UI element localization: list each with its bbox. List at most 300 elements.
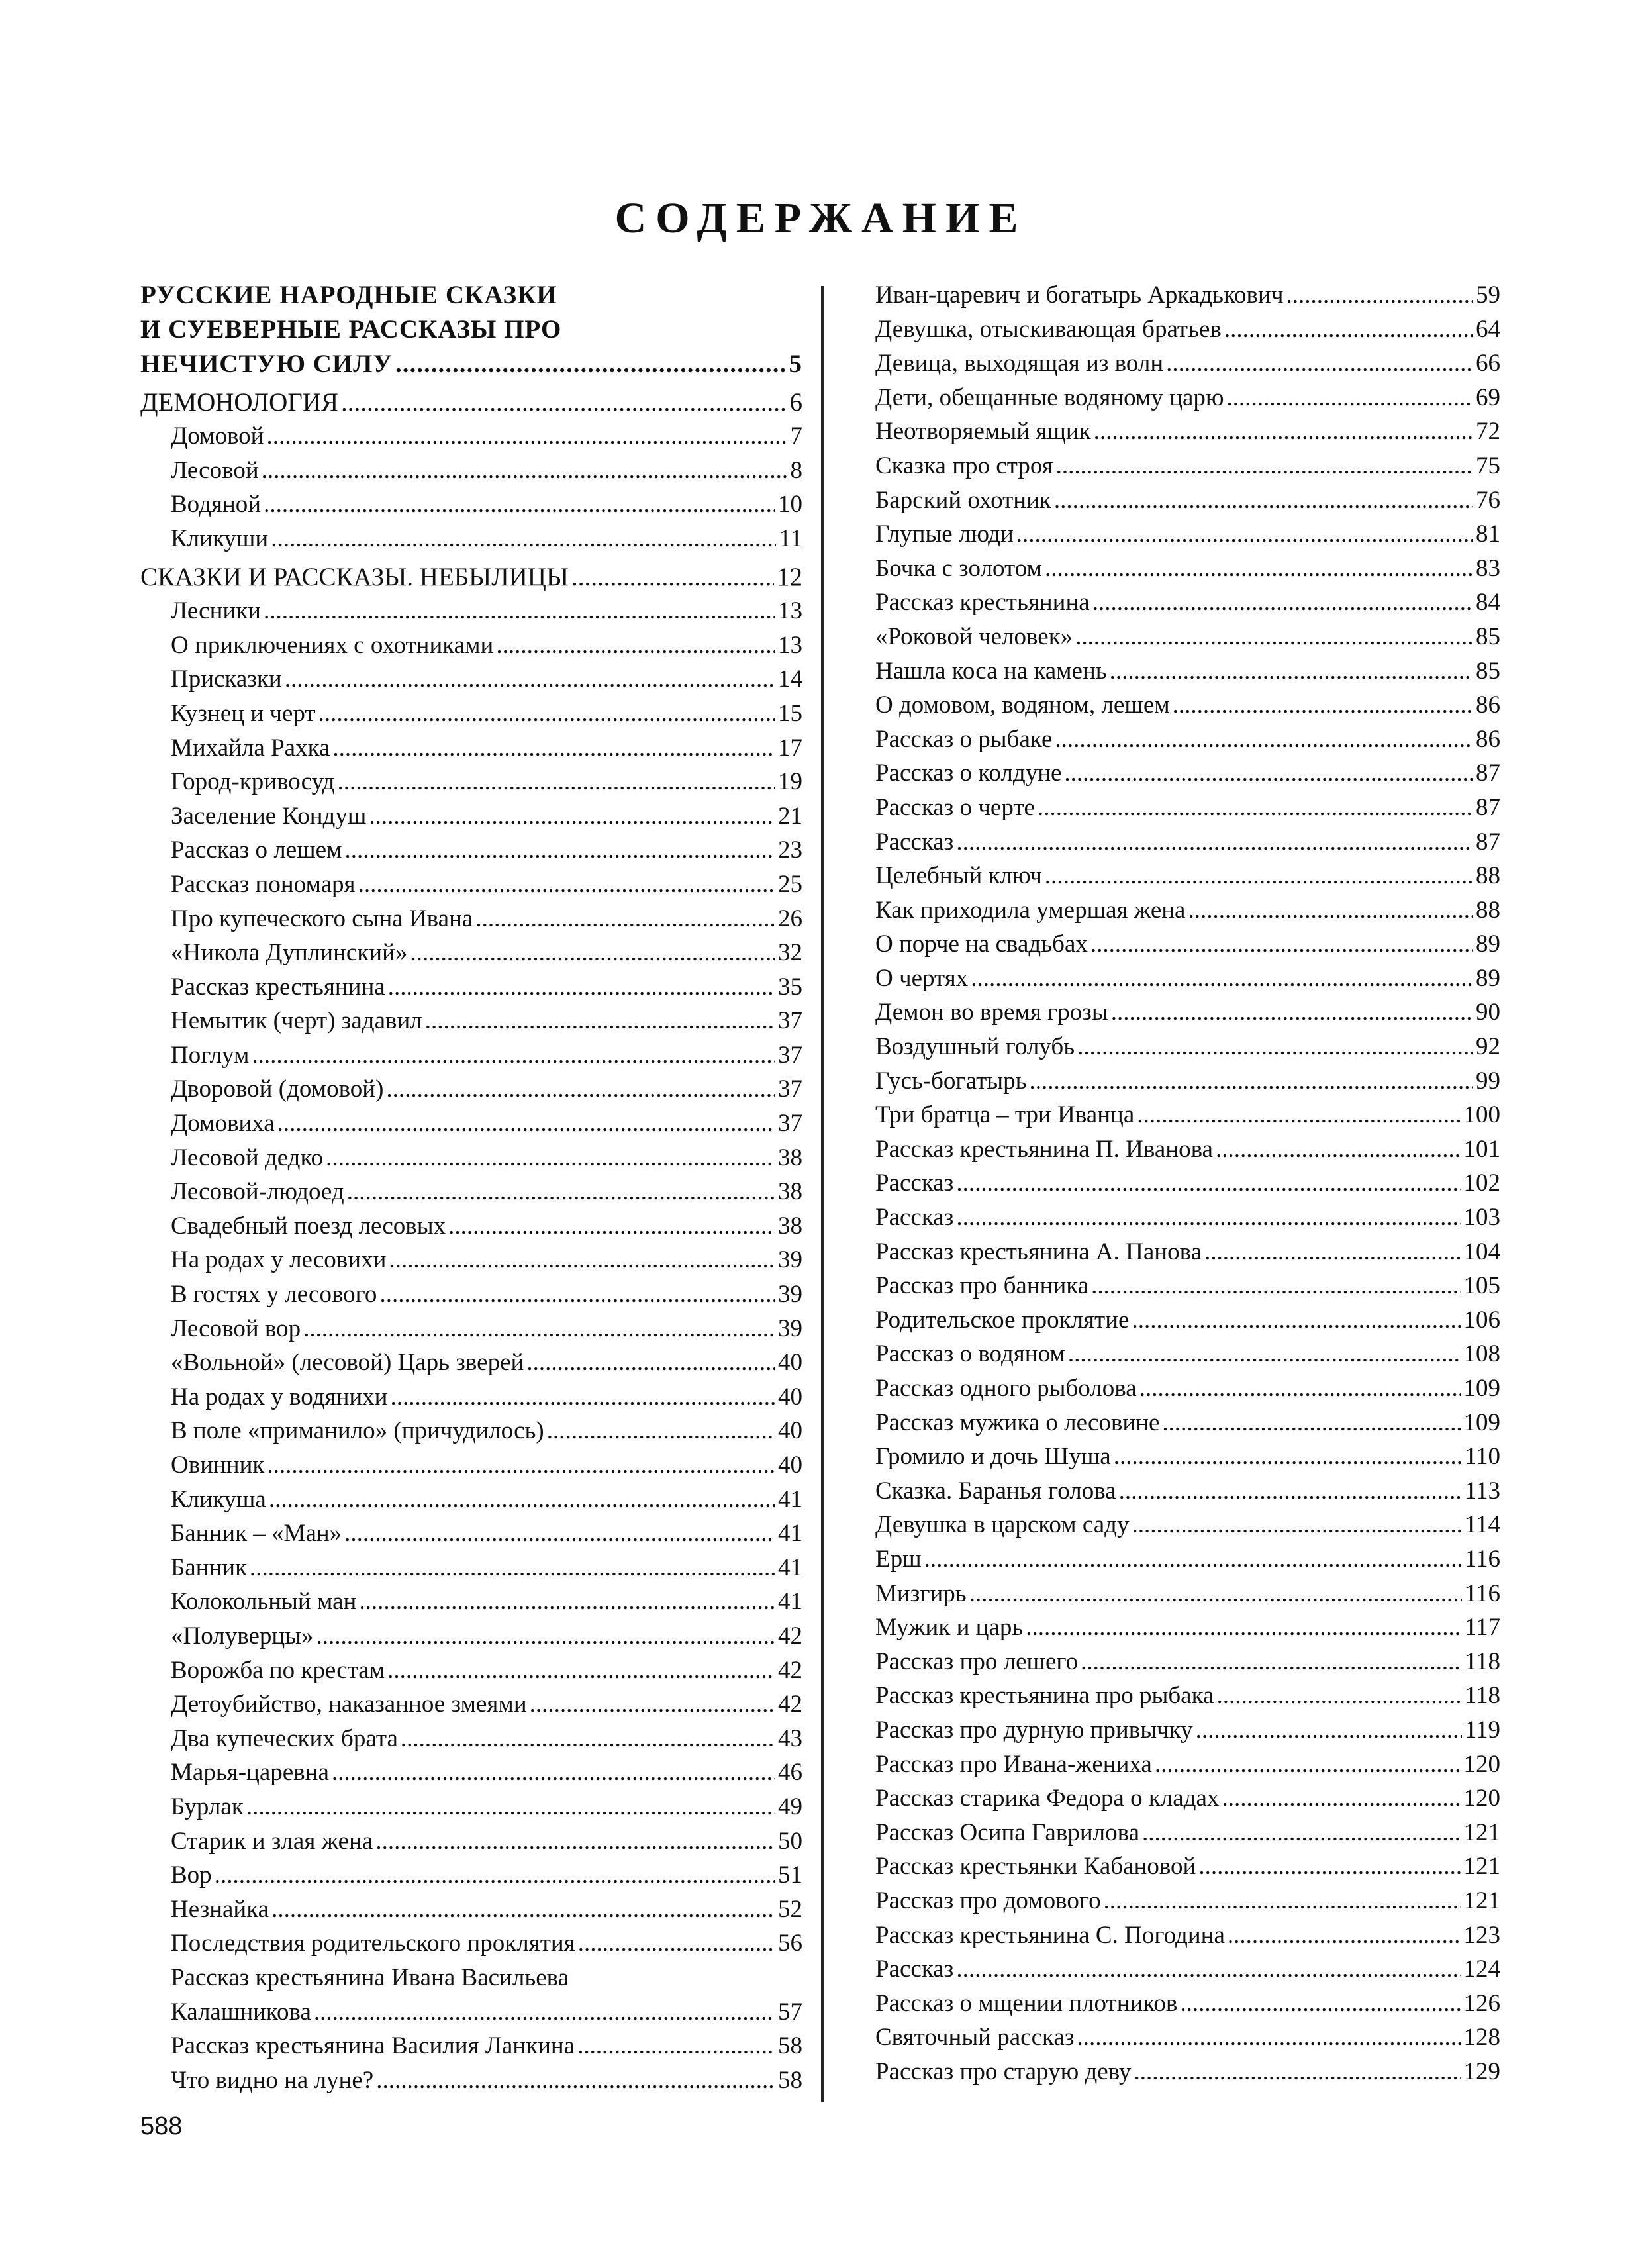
toc-entry[interactable] xyxy=(140,1619,802,1653)
toc-entry[interactable] xyxy=(140,1312,802,1346)
entry-title: Домовиха xyxy=(171,1110,275,1138)
toc-entry[interactable] xyxy=(140,1038,802,1073)
entry-title: «Никола Дуплинский» xyxy=(171,939,408,967)
dot-leader xyxy=(1016,517,1473,552)
toc-entry[interactable] xyxy=(875,1508,1500,1542)
entry-page: 103 xyxy=(1463,1204,1500,1232)
dot-leader xyxy=(1038,791,1473,825)
entry-page: 104 xyxy=(1463,1238,1500,1265)
dot-leader xyxy=(1222,1781,1461,1816)
toc-entry-section[interactable] xyxy=(140,347,802,381)
toc-list xyxy=(140,2029,802,2097)
dot-leader xyxy=(1224,313,1473,347)
toc-entry-part[interactable] xyxy=(140,560,802,595)
entry-page: 109 xyxy=(1463,1375,1500,1402)
toc-entry[interactable] xyxy=(140,1790,802,1824)
entry-title: Рассказ о колдуне xyxy=(875,760,1062,787)
dot-leader xyxy=(332,731,775,765)
entry-page: 23 xyxy=(778,836,802,864)
entry-title: Колокольный ман xyxy=(171,1588,357,1616)
entry-page: 37 xyxy=(778,1075,802,1103)
entry-title: Демон во время грозы xyxy=(875,999,1108,1026)
toc-entry[interactable] xyxy=(140,1722,802,1756)
toc-entry[interactable] xyxy=(875,620,1500,654)
toc-entry[interactable] xyxy=(140,867,802,902)
entry-page: 66 xyxy=(1476,350,1500,377)
entry-title: Дети, обещанные водяному царю xyxy=(875,383,1224,411)
entry-page: 84 xyxy=(1476,589,1500,616)
toc-entry[interactable] xyxy=(875,1132,1500,1167)
entry-title: Сказка. Баранья голова xyxy=(875,1477,1116,1504)
entry-title: Кликуши xyxy=(171,524,269,552)
dot-leader xyxy=(344,1516,775,1551)
entry-page: 64 xyxy=(1476,315,1500,343)
entry-title: Рассказ xyxy=(875,1169,954,1197)
dot-leader xyxy=(969,1577,1462,1611)
dot-leader xyxy=(358,867,775,902)
dot-leader xyxy=(1045,859,1473,893)
entry-page: 40 xyxy=(778,1349,802,1377)
toc-entry[interactable] xyxy=(140,419,802,454)
dot-leader xyxy=(1198,1849,1461,1884)
toc-entry[interactable] xyxy=(875,825,1500,860)
toc-entry[interactable] xyxy=(140,1551,802,1585)
toc-entry[interactable] xyxy=(875,1849,1500,1884)
dot-leader xyxy=(1216,1679,1461,1713)
entry-title: Рассказ крестьянина xyxy=(171,973,385,1001)
entry-page: 8 xyxy=(790,456,802,484)
dot-leader xyxy=(971,961,1473,996)
dot-leader xyxy=(341,385,787,420)
entry-page: 88 xyxy=(1476,862,1500,890)
toc-entry[interactable] xyxy=(875,381,1500,415)
toc-entry[interactable] xyxy=(875,654,1500,689)
dot-leader xyxy=(1162,1406,1461,1440)
toc-entry[interactable] xyxy=(140,1893,802,1927)
dot-leader xyxy=(1029,1064,1473,1099)
toc-entry[interactable] xyxy=(140,594,802,628)
toc-entry[interactable] xyxy=(140,662,802,697)
toc-entry[interactable] xyxy=(140,454,802,488)
dot-leader xyxy=(388,970,775,1005)
toc-entry[interactable] xyxy=(875,893,1500,928)
entry-title: Лесники xyxy=(171,597,261,625)
toc-entry[interactable] xyxy=(140,731,802,765)
entry-page: 12 xyxy=(777,562,802,591)
dot-leader xyxy=(547,1414,775,1448)
dot-leader xyxy=(285,662,775,697)
toc-entry[interactable] xyxy=(140,487,802,522)
entry-title: СКАЗКИ И РАССКАЗЫ. НЕБЫЛИЦЫ xyxy=(140,562,569,591)
toc-entry[interactable] xyxy=(140,799,802,834)
toc-entry[interactable] xyxy=(140,1141,802,1175)
entry-title: Рассказ крестьянки Кабановой xyxy=(875,1853,1196,1881)
toc-entry[interactable] xyxy=(875,1269,1500,1303)
entry-page: 41 xyxy=(778,1520,802,1548)
entry-title: Заселение Кондуш xyxy=(171,802,367,830)
dot-leader xyxy=(386,1072,775,1107)
entry-page: 25 xyxy=(778,870,802,898)
entry-title: Ерш xyxy=(875,1545,922,1573)
toc-entry[interactable] xyxy=(140,1824,802,1859)
toc-entry[interactable] xyxy=(140,902,802,936)
dot-leader xyxy=(1110,654,1473,689)
entry-page: 6 xyxy=(789,387,802,417)
dot-leader xyxy=(379,1277,775,1312)
entry-title: «Полуверцы» xyxy=(171,1622,314,1650)
toc-entry[interactable] xyxy=(875,449,1500,483)
toc-entry[interactable] xyxy=(875,585,1500,620)
dot-leader xyxy=(1111,995,1473,1030)
dot-leader xyxy=(215,1858,775,1893)
toc-entry[interactable] xyxy=(140,970,802,1005)
entry-title: Неотворяемый ящик xyxy=(875,418,1091,446)
toc-entry[interactable] xyxy=(875,1098,1500,1132)
toc-entry[interactable] xyxy=(875,552,1500,586)
toc-entry[interactable] xyxy=(140,1653,802,1688)
entry-title: Рассказ мужика о лесовине xyxy=(875,1408,1160,1436)
entry-title: Бочка с золотом xyxy=(875,554,1042,582)
toc-entry[interactable] xyxy=(140,1755,802,1790)
entry-page: 86 xyxy=(1476,691,1500,719)
entry-page: 87 xyxy=(1476,828,1500,856)
toc-entry-wrapped-line[interactable]: Рассказ крестьянина Ивана Васильева xyxy=(171,1963,569,1991)
toc-entry[interactable] xyxy=(140,1107,802,1141)
entry-title: На родах у водянихи xyxy=(171,1383,388,1410)
toc-entry[interactable] xyxy=(875,688,1500,722)
dot-leader xyxy=(1139,1371,1461,1406)
toc-entry[interactable] xyxy=(140,1277,802,1312)
entry-page: 42 xyxy=(778,1656,802,1684)
entry-title: Рассказ крестьянина П. Иванова xyxy=(875,1135,1213,1163)
toc-entry[interactable] xyxy=(875,995,1500,1030)
toc-entry[interactable] xyxy=(140,1243,802,1277)
entry-page: 88 xyxy=(1476,896,1500,924)
dot-leader xyxy=(262,454,788,488)
entry-page: 106 xyxy=(1463,1306,1500,1334)
entry-title: Детоубийство, наказанное змеями xyxy=(171,1691,527,1718)
toc-entry[interactable] xyxy=(875,517,1500,552)
column-divider xyxy=(821,286,824,2102)
entry-title: Банник xyxy=(171,1553,248,1581)
entry-title: О чертях xyxy=(875,964,969,992)
entry-page: 41 xyxy=(778,1553,802,1581)
toc-entry[interactable] xyxy=(140,628,802,663)
dot-leader xyxy=(264,487,775,522)
toc-list xyxy=(140,594,802,1961)
toc-entry[interactable] xyxy=(875,1201,1500,1235)
entry-page: 52 xyxy=(778,1895,802,1923)
entry-title: Банник – «Ман» xyxy=(171,1520,342,1548)
toc-list xyxy=(875,278,1500,2089)
toc-entry[interactable] xyxy=(140,936,802,970)
entry-page: 39 xyxy=(778,1314,802,1342)
entry-page: 105 xyxy=(1463,1272,1500,1300)
entry-page: 38 xyxy=(778,1212,802,1240)
entry-page: 75 xyxy=(1476,452,1500,479)
dot-leader xyxy=(314,1995,775,2030)
toc-entry[interactable] xyxy=(140,1380,802,1414)
entry-title: О домовом, водяном, лешем xyxy=(875,691,1170,719)
toc-entry[interactable] xyxy=(875,1679,1500,1713)
entry-title: Рассказ про лешего xyxy=(875,1648,1079,1675)
toc-entry[interactable] xyxy=(875,1816,1500,1850)
entry-title: Лесовой дедко xyxy=(171,1144,324,1171)
entry-page: 119 xyxy=(1464,1716,1500,1744)
toc-entry[interactable] xyxy=(875,483,1500,518)
toc-entry[interactable] xyxy=(875,756,1500,791)
entry-page: 101 xyxy=(1463,1135,1500,1163)
entry-page: 10 xyxy=(778,491,802,518)
toc-entry[interactable] xyxy=(140,1585,802,1619)
entry-page: 57 xyxy=(778,1998,802,2026)
toc-right-column xyxy=(875,278,1500,2089)
entry-page: 58 xyxy=(778,2032,802,2060)
dot-leader xyxy=(924,1542,1462,1577)
dot-leader xyxy=(376,2063,775,2098)
entry-title: Город-кривосуд xyxy=(171,768,335,796)
entry-page: 120 xyxy=(1463,1785,1500,1812)
entry-page: 50 xyxy=(778,1827,802,1855)
toc-entry[interactable] xyxy=(875,1884,1500,1918)
toc-entry[interactable] xyxy=(875,1918,1500,1953)
entry-title: Домовой xyxy=(171,422,264,450)
toc-entry[interactable] xyxy=(140,2029,802,2063)
toc-entry[interactable] xyxy=(875,415,1500,449)
entry-title: Глупые люди xyxy=(875,520,1014,548)
entry-page: 87 xyxy=(1476,760,1500,787)
toc-entry[interactable] xyxy=(140,1483,802,1517)
entry-title: Марья-царевна xyxy=(171,1759,329,1787)
entry-page: 19 xyxy=(778,768,802,796)
toc-entry[interactable] xyxy=(140,1346,802,1380)
entry-page: 129 xyxy=(1463,2057,1500,2085)
toc-entry[interactable] xyxy=(875,927,1500,961)
dot-leader xyxy=(1228,1918,1461,1953)
entry-page: 126 xyxy=(1463,1989,1500,2017)
toc-entry[interactable] xyxy=(140,1516,802,1551)
toc-entry[interactable] xyxy=(875,1474,1500,1508)
entry-title: Рассказ про старую деву xyxy=(875,2057,1132,2085)
toc-entry[interactable] xyxy=(875,313,1500,347)
dot-leader xyxy=(1132,1303,1461,1338)
toc-entry[interactable] xyxy=(140,1004,802,1038)
entry-page: 86 xyxy=(1476,725,1500,753)
entry-page: 7 xyxy=(790,422,802,450)
entry-title: Рассказ xyxy=(875,1955,954,1983)
entry-title: Лесовой-людоед xyxy=(171,1178,344,1206)
entry-page: 58 xyxy=(778,2066,802,2094)
entry-page: 128 xyxy=(1463,2024,1500,2051)
entry-title: Рассказ одного рыболова xyxy=(875,1375,1137,1402)
toc-entry[interactable] xyxy=(140,1414,802,1448)
toc-entry[interactable] xyxy=(140,2063,802,2098)
entry-page: 118 xyxy=(1464,1648,1500,1675)
toc-entry[interactable] xyxy=(875,2020,1500,2055)
toc-entry[interactable] xyxy=(875,961,1500,996)
dot-leader xyxy=(1104,1884,1461,1918)
dot-leader xyxy=(387,1653,775,1688)
entry-page: 90 xyxy=(1476,999,1500,1026)
dot-leader xyxy=(326,1141,775,1175)
entry-title: Лесовой xyxy=(171,456,259,484)
toc-entry[interactable] xyxy=(875,1645,1500,1679)
toc-entry[interactable] xyxy=(140,1995,802,2030)
entry-page: 121 xyxy=(1463,1853,1500,1881)
toc-entry[interactable] xyxy=(875,1440,1500,1474)
entry-title: Лесовой вор xyxy=(171,1314,301,1342)
entry-page: 15 xyxy=(778,699,802,727)
toc-entry[interactable] xyxy=(140,522,802,556)
entry-page: 5 xyxy=(789,350,802,378)
entry-title: Рассказ старика Федора о кладах xyxy=(875,1785,1220,1812)
entry-title: Поглум xyxy=(171,1041,250,1069)
toc-entry[interactable] xyxy=(875,791,1500,825)
toc-entry[interactable] xyxy=(875,1337,1500,1371)
dot-leader xyxy=(526,1346,775,1380)
toc-entry[interactable] xyxy=(875,1235,1500,1269)
toc-entry[interactable] xyxy=(875,1064,1500,1099)
dot-leader xyxy=(496,628,775,663)
entry-title: Дворовой (домовой) xyxy=(171,1075,384,1103)
toc-entry[interactable] xyxy=(140,697,802,731)
entry-title: Рассказ о водяном xyxy=(875,1340,1065,1368)
entry-title: Что видно на луне? xyxy=(171,2066,374,2094)
entry-page: 116 xyxy=(1464,1545,1500,1573)
entry-title: Водяной xyxy=(171,491,262,518)
toc-entry[interactable] xyxy=(140,833,802,867)
toc-entry[interactable] xyxy=(875,1952,1500,1987)
entry-page: 42 xyxy=(778,1691,802,1718)
toc-left-column xyxy=(140,278,802,2097)
entry-title: Рассказ о черте xyxy=(875,793,1035,821)
entry-page: 40 xyxy=(778,1383,802,1410)
toc-entry[interactable] xyxy=(140,1858,802,1893)
dot-leader xyxy=(956,825,1473,860)
dot-leader xyxy=(1054,483,1473,518)
dot-leader xyxy=(1092,585,1473,620)
entry-page: 11 xyxy=(779,524,802,552)
dot-leader xyxy=(425,1004,775,1038)
dot-leader xyxy=(956,1952,1461,1987)
dot-leader xyxy=(1188,893,1473,928)
toc-entry[interactable] xyxy=(875,1713,1500,1748)
toc-entry[interactable] xyxy=(140,1209,802,1244)
entry-title: Незнайка xyxy=(171,1895,269,1923)
dot-leader xyxy=(1119,1474,1462,1508)
entry-page: 37 xyxy=(778,1007,802,1035)
entry-page: 89 xyxy=(1476,930,1500,958)
entry-page: 85 xyxy=(1476,622,1500,650)
entry-page: 56 xyxy=(778,1930,802,1957)
dot-leader xyxy=(332,1755,775,1790)
entry-title: Про купеческого сына Ивана xyxy=(171,905,473,932)
entry-page: 38 xyxy=(778,1144,802,1171)
dot-leader xyxy=(264,594,775,628)
entry-page: 76 xyxy=(1476,486,1500,514)
toc-entry[interactable] xyxy=(140,1926,802,1961)
entry-page: 46 xyxy=(778,1759,802,1787)
entry-title: «Вольной» (лесовой) Царь зверей xyxy=(171,1349,524,1377)
dot-leader xyxy=(252,1038,775,1073)
entry-page: 43 xyxy=(778,1724,802,1752)
page-number: 588 xyxy=(140,2112,183,2140)
entry-title: Девушка в царском саду xyxy=(875,1511,1130,1539)
toc-entry[interactable] xyxy=(875,1406,1500,1440)
entry-page: 21 xyxy=(778,802,802,830)
toc-entry[interactable] xyxy=(875,859,1500,893)
entry-page: 40 xyxy=(778,1452,802,1479)
toc-entry[interactable] xyxy=(140,1687,802,1722)
toc-entry[interactable] xyxy=(140,1448,802,1483)
entry-page: 116 xyxy=(1464,1579,1500,1607)
entry-page: 49 xyxy=(778,1793,802,1820)
toc-entry[interactable] xyxy=(140,765,802,799)
entry-title: На родах у лесовихи xyxy=(171,1246,387,1274)
entry-title: Рассказ крестьянина С. Погодина xyxy=(875,1921,1225,1949)
entry-page: 114 xyxy=(1464,1511,1500,1539)
entry-title: Немытик (черт) задавил xyxy=(171,1007,422,1035)
toc-entry[interactable] xyxy=(875,1303,1500,1338)
toc-entry[interactable] xyxy=(875,722,1500,757)
dot-leader xyxy=(530,1687,775,1722)
toc-entry[interactable] xyxy=(875,2055,1500,2089)
toc-entry[interactable] xyxy=(875,1166,1500,1201)
toc-entry[interactable] xyxy=(140,1072,802,1107)
entry-title: Рассказ про домового xyxy=(875,1887,1101,1914)
toc-entry[interactable] xyxy=(140,1175,802,1209)
dot-leader xyxy=(1077,2020,1461,2055)
toc-entry-part[interactable] xyxy=(140,385,802,420)
entry-page: 37 xyxy=(778,1110,802,1138)
toc-entry[interactable] xyxy=(875,1371,1500,1406)
entry-title: Девица, выходящая из волн xyxy=(875,350,1164,377)
dot-leader xyxy=(410,936,775,970)
entry-title: Рассказ о рыбаке xyxy=(875,725,1053,753)
dot-leader xyxy=(395,347,787,381)
entry-page: 108 xyxy=(1463,1340,1500,1368)
toc-entry[interactable] xyxy=(875,1577,1500,1611)
entry-title: Иван-царевич и богатырь Аркадькович xyxy=(875,281,1284,309)
entry-title: Рассказ xyxy=(875,1204,954,1232)
dot-leader xyxy=(345,833,775,867)
entry-title: Рассказ крестьянина А. Панова xyxy=(875,1238,1202,1265)
toc-entry[interactable] xyxy=(875,1748,1500,1782)
entry-title: Калашникова xyxy=(171,1998,311,2026)
entry-page: 121 xyxy=(1463,1818,1500,1846)
dot-leader xyxy=(448,1209,775,1244)
dot-leader xyxy=(1068,1337,1461,1371)
toc-entry[interactable] xyxy=(875,1030,1500,1064)
dot-leader xyxy=(1166,346,1473,381)
entry-title: Кузнец и черт xyxy=(171,699,316,727)
dot-leader xyxy=(375,1824,775,1859)
page-title: СОДЕРЖАНИЕ xyxy=(614,194,1028,242)
dot-leader xyxy=(1132,1508,1461,1542)
toc-entry[interactable] xyxy=(875,1610,1500,1645)
entry-title: Свадебный поезд лесовых xyxy=(171,1212,446,1240)
entry-title: Девушка, отыскивающая братьев xyxy=(875,315,1222,343)
toc-entry[interactable] xyxy=(875,1542,1500,1577)
toc-entry[interactable] xyxy=(875,346,1500,381)
toc-entry[interactable] xyxy=(875,278,1500,313)
entry-page: 109 xyxy=(1463,1408,1500,1436)
dot-leader xyxy=(246,1790,775,1824)
dot-leader xyxy=(1216,1132,1461,1167)
toc-entry[interactable] xyxy=(875,1781,1500,1816)
dot-leader xyxy=(267,1448,775,1483)
toc-entry[interactable] xyxy=(875,1987,1500,2021)
